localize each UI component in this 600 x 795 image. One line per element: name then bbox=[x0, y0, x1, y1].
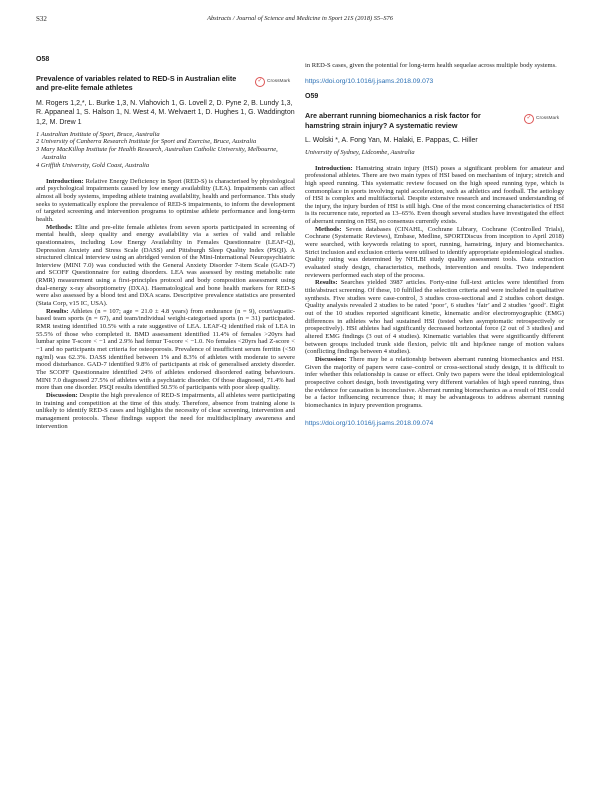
crossmark-icon: ✓ bbox=[524, 114, 534, 124]
affiliation: 2 University of Canberra Research Institute for Sport and Exercise, Bruce, Australia bbox=[36, 138, 257, 146]
section-lead: Results: bbox=[46, 307, 69, 315]
abstract-code: O59 bbox=[305, 93, 319, 101]
continuation-text: in RED-S cases, given the potential for long-term health sequelae across multiple body systems. bbox=[305, 62, 557, 69]
abstract-title: Prevalence of variables related to RED-S in Australian elite and pre-elite female athletes bbox=[36, 73, 237, 93]
section-lead: Methods: bbox=[46, 223, 73, 231]
methods-paragraph: Methods: Elite and pre-elite female athletes from seven sports participated in screening of mental health, sleep quality and energy availability via a series of valid and reliable questionnaires, including Low Energy Availability in Females Questionnaire (LEAF-Q), Depression Anxiety and Stress Scale (DASS) and Pittsburgh Sleep Quality Index (PSQI). A structured clinical interview using an abridged version of the Mini-International Neuropsychiatric Interview (MINI 7.0) was conducted with the General Anxiety Disorder 7-item Scale (GAD-7) and SCOFF Questionnaire for eating disorders. LEA was assessed by resting metabolic rate (RMR) measurement using a first-principles protocol and body composition assessment using dual-energy x-ray absorptiometry (DXA). Haematological and bone health markers for RED-S were also assessed by a blood test and DXA scans. Descriptive prevalence statistics are presented (Stata Corp, v15 IC, USA). bbox=[36, 223, 295, 308]
right-column bbox=[305, 62, 564, 427]
affiliation: 3 Mary MacKillop Institute for Health Research, Australian Catholic University, Melbourne, Australia bbox=[36, 146, 278, 162]
crossmark-badge[interactable] bbox=[255, 76, 295, 88]
journal-citation: Abstracts / Journal of Science and Medicine in Sport 21S (2018) S5–S76 bbox=[207, 15, 393, 22]
affiliation: University of Sydney, Lidcombe, Australia bbox=[305, 148, 415, 156]
abstract-title-block bbox=[36, 74, 295, 93]
abstract-title: Are aberrant running biomechanics a risk factor for hamstring strain injury? A systematic review bbox=[305, 110, 481, 130]
introduction-paragraph: Introduction: Relative Energy Deficiency in Sport (RED-S) is characterised by physiological and psychological impairments caused by low energy availability (LEA). Impairments can affect almost all body systems, impeding athlete training availability, health and performance. This study seeks to systematically explore the prevalence of RED-S impairments, to inform the development of targeted screening and intervention programs to optimise athlete performance and long-term health. bbox=[36, 177, 295, 223]
section-lead: Discussion: bbox=[315, 355, 347, 363]
crossmark-badge[interactable] bbox=[524, 113, 564, 125]
section-lead: Methods: bbox=[315, 225, 342, 233]
crossmark-label: CrossMark bbox=[267, 78, 291, 84]
discussion-paragraph: Discussion: There may be a relationship between aberrant running biomechanics and HSI. Given the majority of papers were case–control or cross-sectional study design, it is difficult to infer whether this relationship is cause or effect. Only two papers were the ideal epidemiological prospective cohort design, both investigating very different variables of high speed running, thus the evidence for causation is inconclusive. Aberrant running biomechanics as a result of HSI could be a factor influencing recurrence thus; it may be advantageous to address aberrant running biomechanics in injury prevention programs. bbox=[305, 355, 564, 409]
abstract-code: O58 bbox=[36, 56, 50, 63]
author-list: L. Wolski *, A. Fong Yan, M. Halaki, E. Pappas, C. Hiller bbox=[305, 137, 478, 145]
abstract-title-block bbox=[305, 111, 564, 130]
section-lead: Introduction: bbox=[46, 177, 84, 185]
results-paragraph: Results: Athletes (n = 107; age = 21.0 ± 4.8 years) from endurance (n = 9), court/aquatic-based team sports (n = 67), and team/individual weight-categorised sports (n = 31) participated. RMR testing identified 10.5% with a rate suggestive of LEA. LEAF-Q identified risk of LEA in 55.5% of those who completed it. BMD assessment identified 11.4% of females >20yrs had lumbar spine T-score < −1 and 2.9% had femur T-score < −1.0. No females <20yrs had Z-score < −1 and no participants met criteria for osteoporosis. Prevalence of insufficient serum ferritin (<50 ng/ml) was 62.3%. DASS identified between 1% and 8.3% of athletes with moderate to severe mood disturbance. GAD-7 identified 9.8% of participants at risk of generalised anxiety disorder. The SCOFF Questionnaire identified 24% of athletes endorsed disordered eating behaviours. MINI 7.0 diagnosed 27.5% of athletes with a psychiatric disorder. Of those diagnosed, 71.4% had more than one disorder. PSQI results identified 50.5% of participants with poor sleep quality. bbox=[36, 307, 295, 392]
section-lead: Discussion: bbox=[46, 391, 78, 399]
doi-link[interactable]: https://doi.org/10.1016/j.jsams.2018.09.074 bbox=[305, 419, 434, 427]
page-header bbox=[36, 15, 564, 29]
affiliation: 4 Griffith University, Gold Coast, Australia bbox=[36, 161, 150, 169]
results-paragraph: Results: Searches yielded 3987 articles. Forty-nine full-text articles were identified from title/abstract screening. Of these, 10 fulfilled the selection criteria and were included in qualitative synthesis. Five studies were case-control, 3 studies cross-sectional and 2 studies cohort design. Quality analysis revealed 2 studies to be rated ‘poor’, 6 studies ‘fair’ and 2 studies ‘good’. Eight out of the 10 studies reported significant kinetic, kinematic and/or electromyographic (EMG) differences in athletes who had sustained HSI (tested when asymptomatic retrospectively or prospectively). HSI athletes had significantly decreased horizontal force (2 out of 3 studies) and altered EMG findings (3 out of 4 studies). Kinematic variables that were significantly different between groups included trunk side flexion, pelvic tilt and hip/knee range of motion values (conflicting findings between 4 studies). bbox=[305, 279, 565, 356]
affiliation: 1 Australian Institute of Sport, Bruce, Australia bbox=[36, 130, 160, 138]
author-list: M. Rogers 1,2,*, L. Burke 1,3, N. Vlahovich 1, G. Lovell 2, D. Pyne 2, B. Lundy 1,3, R. Appaneal 1, S. Halson 1, N. West 4, M. Welvaert 1, D. Hughes 1, G. Waddington 1,2, M. Drew 1 bbox=[36, 99, 295, 127]
affiliation-list bbox=[36, 131, 295, 170]
section-lead: Results: bbox=[315, 279, 338, 287]
discussion-paragraph: Discussion: Despite the high prevalence of RED-S impairments, all athletes were participating in training and competition at the time of this study. Therefore, absence from training alone is unlikely to identify RED-S cases and highlights the necessity of clear screening, intervention and management protocols. These findings support the need for multidisciplinary awareness and intervention bbox=[36, 391, 295, 430]
introduction-paragraph: Introduction: Hamstring strain injury (HSI) poses a significant problem for amateur and professional athletes. There are two main types of HSI based on mechanism of injury; stretch and high speed running. This systematic review focused on the high speed running type, which is commonplace in sports involving rapid acceleration, such as athletics and football. The aetiology of HSI is complex and multifactorial. Despite extensive research and increased understanding of the injury, the injury burden of HSI is still high. One of the most concerning characteristics of HSI is its recurrence rate, reported as 13–65%. Even though several studies have investigated the effect of aberrant running on HSI, no consensus currently exists. bbox=[305, 164, 564, 226]
left-column bbox=[36, 56, 295, 430]
methods-paragraph: Methods: Seven databases (CINAHL, Cochrane Library, Cochrane (Controlled Trials), Cochrane (Systematic Reviews), Embase, Medline, SPORTDiscus from inception to April 2018) were searched, with keywords relating to sport, running, hamstring, injury and biomechanics. Strict inclusion and exclusion criteria were utilised to identify appropriate epidemiological studies. Quality rating was determined by NHLBI study quality assessment tools. Data extraction evaluated study design, characteristics, methods, intervention and results. Two independent reviewers performed each step of the process. bbox=[305, 225, 564, 279]
crossmark-icon: ✓ bbox=[255, 77, 265, 87]
doi-link[interactable]: https://doi.org/10.1016/j.jsams.2018.09.073 bbox=[305, 77, 434, 85]
page-number: S32 bbox=[36, 15, 47, 23]
crossmark-label: CrossMark bbox=[536, 116, 560, 122]
section-lead: Introduction: bbox=[315, 164, 353, 172]
